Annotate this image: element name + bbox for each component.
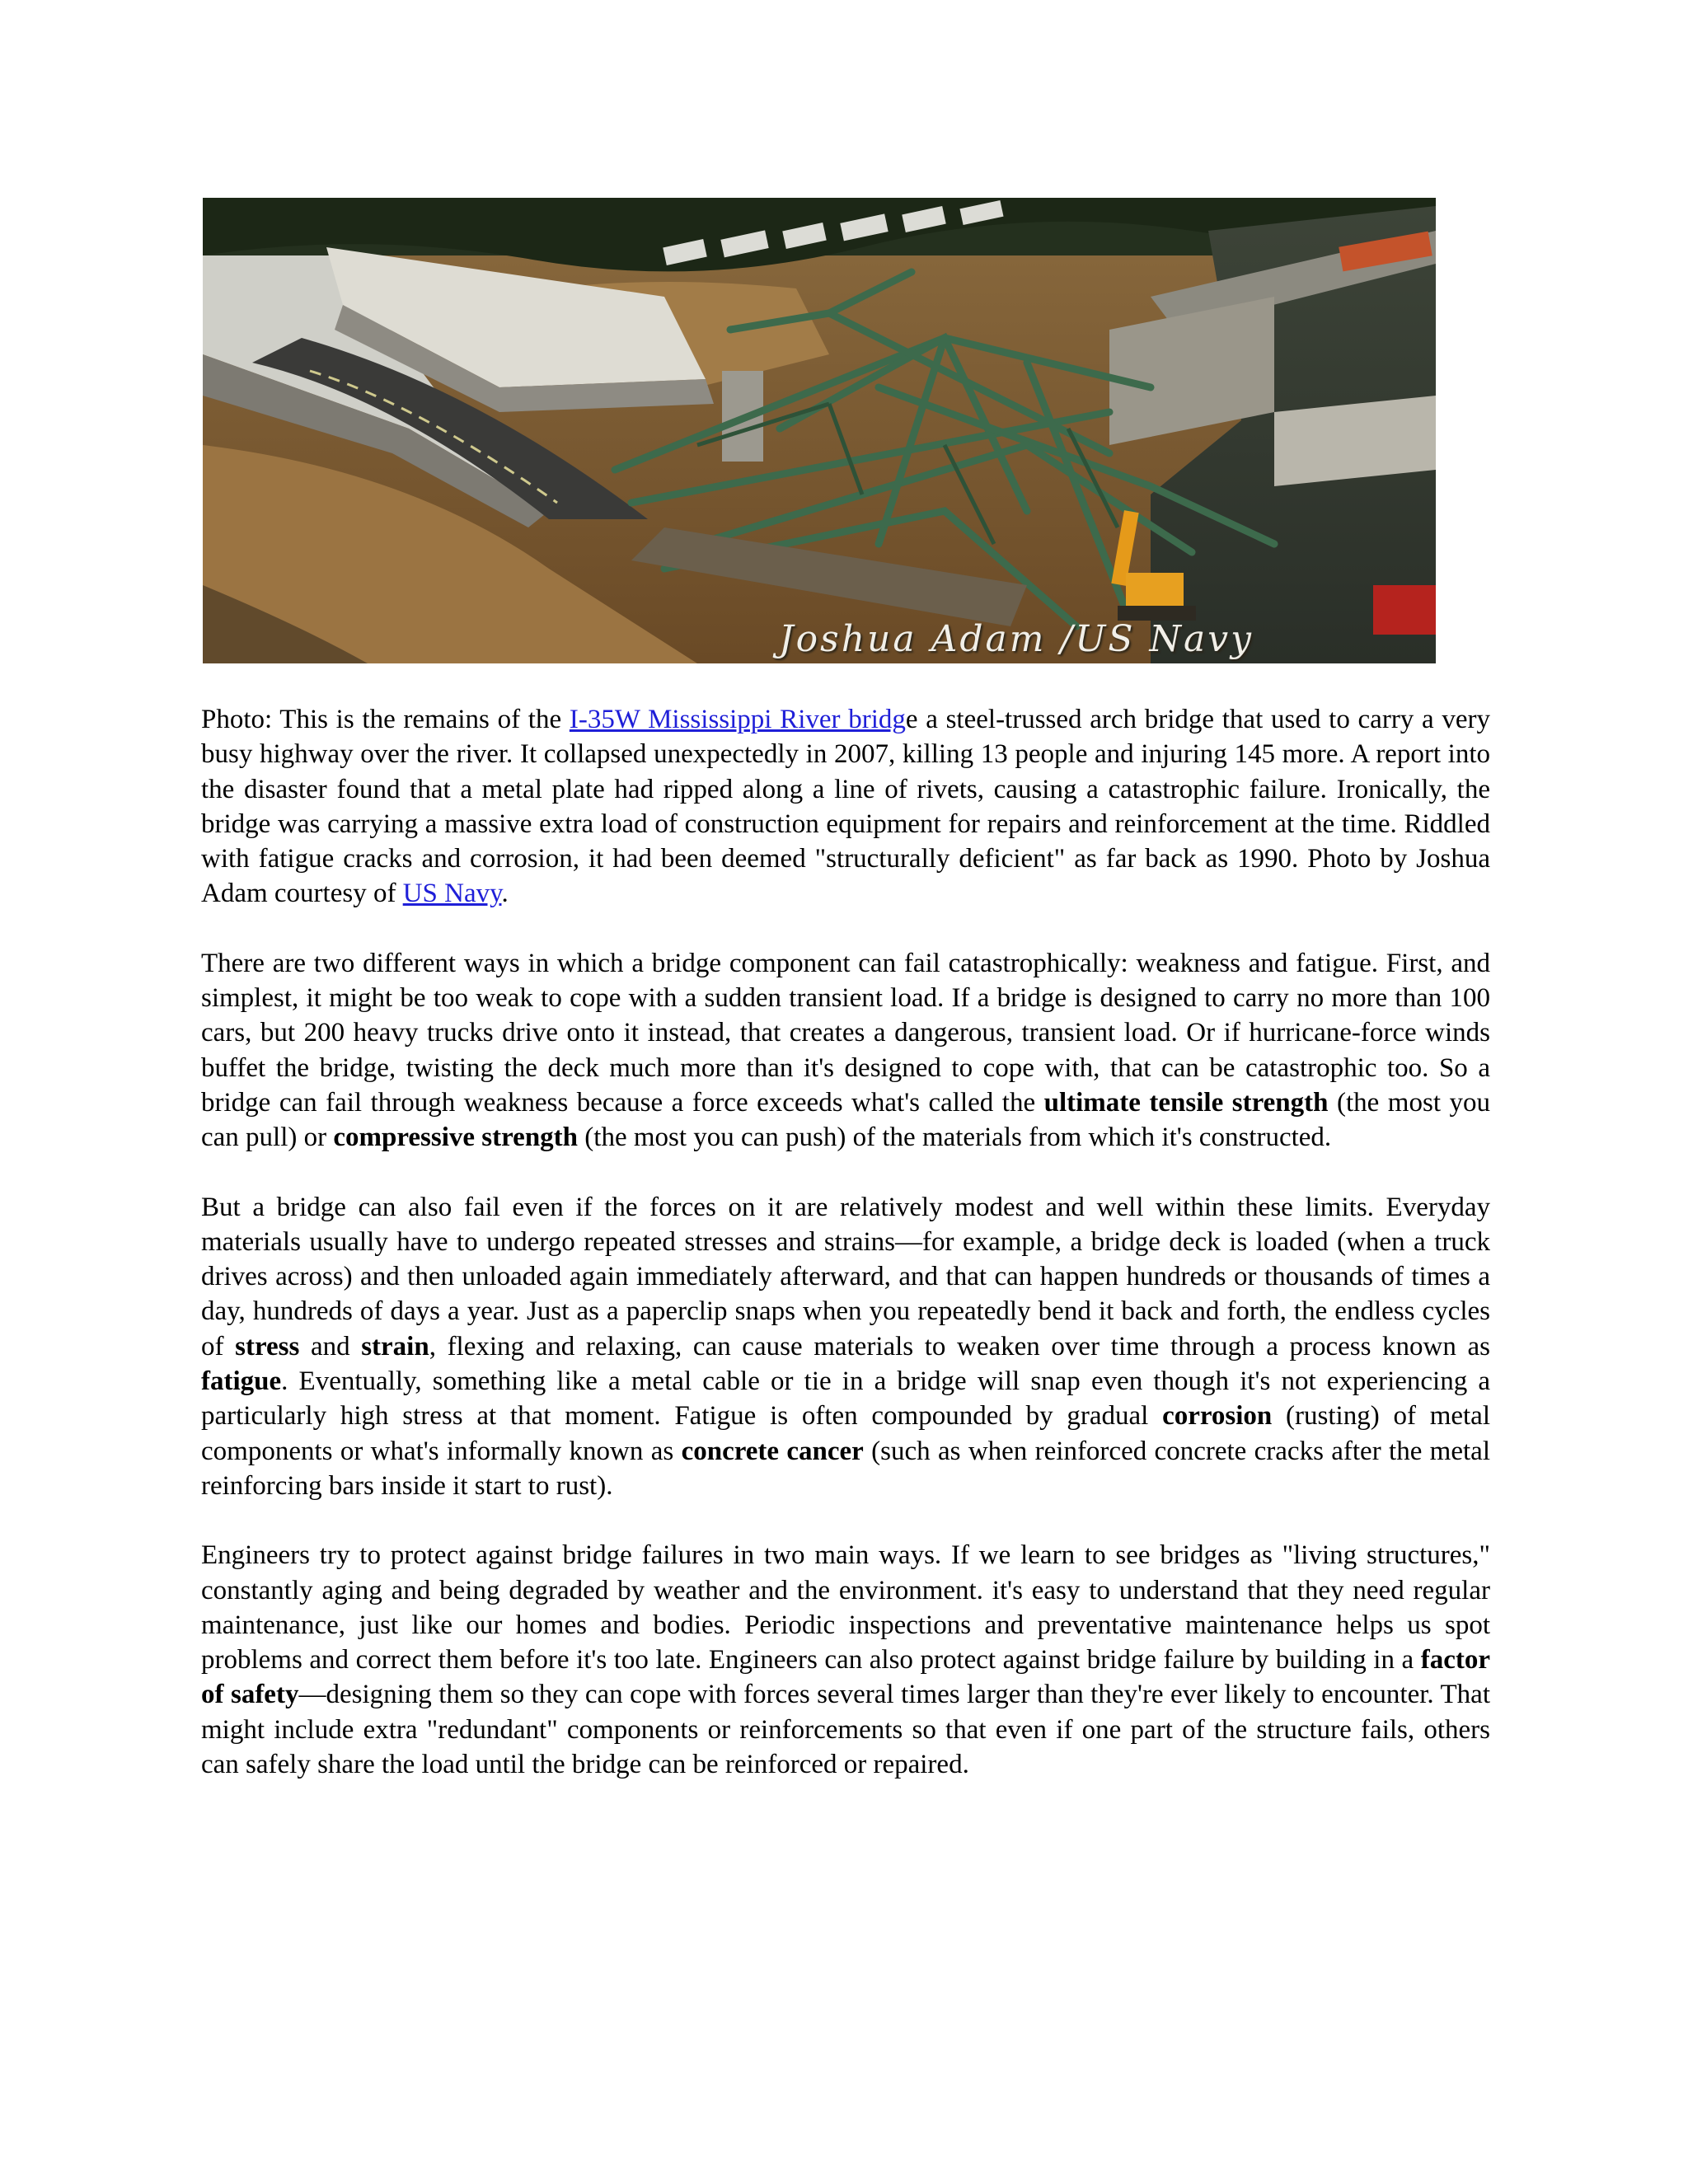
text-run: (the most you can pull) or	[201, 1087, 1490, 1153]
text-run: (such as when reinforced concrete cracks after the metal reinforcing bars inside it start to rust).	[201, 1436, 1490, 1501]
term-fatigue: fatigue	[201, 1366, 282, 1397]
paragraph-fatigue	[201, 1190, 1490, 1504]
text-run: But a bridge can also fail even if the forces on it are relatively modest and well within these limits. Everyday materials usually have to undergo repeated stresses and strains—for example, a bridge deck is loaded (when a truck drives across) and then unloaded again immediately afterward, and that can happen hundreds or thousands of times a day, hundreds of days a year. Just as a paperclip snaps when you repeatedly bend it back and forth, the endless cycles of	[201, 1192, 1490, 1361]
term-stress: stress	[235, 1331, 300, 1361]
term-concrete-cancer: concrete cancer	[681, 1436, 864, 1466]
term-corrosion: corrosion	[1162, 1401, 1273, 1432]
text-run: Engineers try to protect against bridge failures in two main ways. If we learn to see bridges as "living structures," constantly aging and being degraded by weather and the environment. it's easy to understand that they need regular maintenance, just like our homes and bodies. Periodic inspections and preventative maintenance helps us spot problems and correct them before it's too late. Engineers can also protect against bridge failure by building in a	[201, 1540, 1490, 1675]
article-body	[201, 702, 1490, 1816]
term-ultimate-tensile-strength: ultimate tensile strength	[1043, 1087, 1329, 1118]
text-run: —designing them so they can cope with forces several times larger than they're ever likely to encounter. That might include extra "redundant" components or reinforcements so that even if one part of the structure fails, others can safely share the load until the bridge can be reinforced or repaired.	[201, 1680, 1490, 1780]
term-strain: strain	[361, 1331, 429, 1361]
text-run: , flexing and relaxing, can cause materials to weaken over time through a process known as	[429, 1331, 1490, 1361]
bridge-collapse-photo	[203, 198, 1436, 663]
paragraph-protection	[201, 1538, 1490, 1782]
photo-caption	[201, 702, 1490, 912]
bridge-photo-illustration	[203, 198, 1436, 663]
caption-lead: Photo: This is the remains of the	[201, 705, 570, 734]
text-run: (the most you can push) of the materials from which it's constructed.	[578, 1122, 1332, 1153]
text-run: (rusting) of metal components or what's informally known as	[201, 1401, 1490, 1466]
paragraph-weakness	[201, 946, 1490, 1155]
caption-body: e a steel-trussed arch bridge that used to carry a very busy highway over the river. It collapsed unexpectedly in 2007, killing 13 people and injuring 145 more. A report into the disaster found that a metal plate had ripped along a line of rivets, causing a catastrophic failure. Ironically, the bridge was carrying a massive extra load of construction equipment for repairs and reinforcement at the time. Riddled with fatigue cracks and corrosion, it had been deemed "structurally deficient" as far back as 1990. Photo by Joshua Adam courtesy of	[201, 705, 1491, 909]
us-navy-link[interactable]: US Navy	[402, 879, 502, 909]
photo-credit-overlay: Joshua Adam /US Navy	[779, 618, 1254, 660]
text-run: There are two different ways in which a bridge component can fail catastrophically: weakness and fatigue. First, and simplest, it might be too weak to cope with a sudden transient load. If a bridge is designed to carry no more than 100 cars, but 200 heavy trucks drive onto it instead, that creates a dangerous, transient load. Or if hurricane-force winds buffet the bridge, twisting the deck much more than it's designed to cope with, that can be catastrophic too. So a bridge can fail through weakness because a force exceeds what's called the	[201, 948, 1490, 1118]
text-run: . Eventually, something like a metal cable or tie in a bridge will snap even though it's not experiencing a particularly high stress at that moment. Fatigue is often compounded by gradual	[201, 1366, 1490, 1432]
text-run: and	[299, 1331, 362, 1361]
term-factor-of-safety: factor of safety	[201, 1645, 1490, 1710]
bridge-link[interactable]: I-35W Mississippi River bridg	[569, 705, 906, 734]
caption-end: .	[501, 879, 509, 909]
term-compressive-strength: compressive strength	[333, 1122, 579, 1153]
